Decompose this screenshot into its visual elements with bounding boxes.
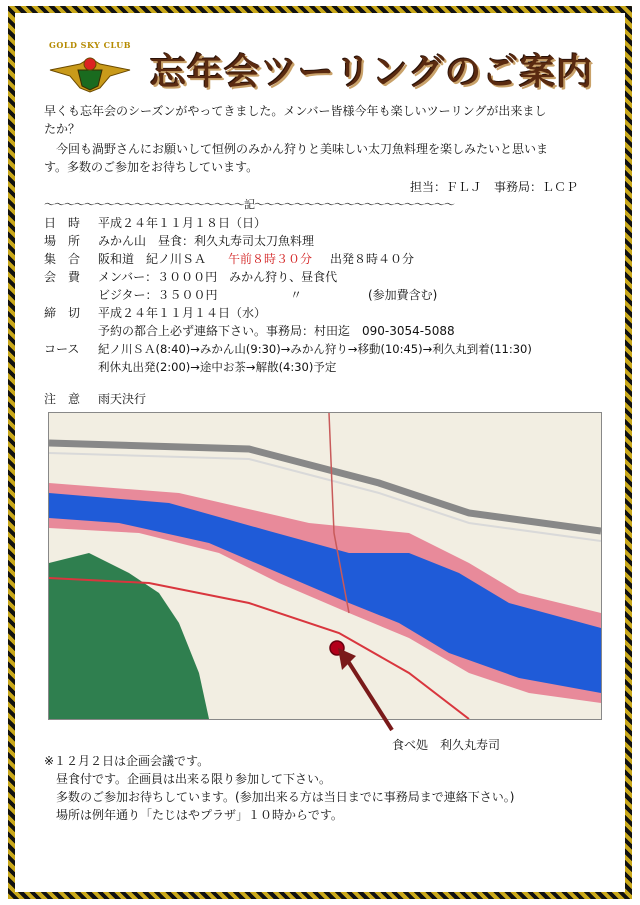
detail-value-date: 平成２４年１１月１８日（日） [98, 216, 267, 230]
club-logo [40, 40, 140, 100]
detail-meet-time: 午前８時３０分 [228, 252, 313, 266]
detail-ditto-mark: 〃 [290, 288, 303, 302]
logo-text: GOLD SKY CLUB [49, 40, 131, 50]
detail-value-place: みかん山 昼食：利久丸寿司太刀魚料理 [98, 234, 315, 248]
detail-fee-note: (参加費含む) [368, 288, 438, 302]
detail-value-course-2: 利休丸出発(2:00)→途中お茶→解散(4:30)予定 [98, 360, 337, 374]
footer-line-2: 昼食付です。企画員は出来る限り参加して下さい。 [56, 772, 332, 786]
detail-value-course-1: 紀ノ川ＳＡ(8:40)→みかん山(9:30)→みかん狩り→移動(10:45)→利久丸到着(11:30) [98, 342, 532, 356]
notice-value: 雨天決行 [98, 392, 147, 406]
detail-label-date: 日 時 [44, 216, 81, 230]
page-title: 忘年会ツーリングのご案内 [150, 51, 594, 93]
area-map [48, 412, 602, 720]
detail-value-reservation: 予約の都合上必ず連絡下さい。事務局：村田迄 090-3054-5088 [98, 324, 455, 338]
intro-line-1: 早くも忘年会のシーズンがやってきました。メンバー皆様今年も楽しいツーリングが出来まし [44, 104, 547, 118]
detail-value-fee-member: メンバー：３０００円 みかん狩り、昼食代 [98, 270, 338, 284]
detail-label-meet: 集 合 [44, 252, 81, 266]
footer-line-3: 多数のご参加お待ちしています。(参加出来る方は当日までに事務局まで連絡下さい。) [56, 790, 515, 804]
footer-line-4: 場所は例年通り「たじはやプラザ」１０時からです。 [56, 808, 343, 822]
detail-label-deadline: 締 切 [44, 306, 81, 320]
contacts: 担当：ＦＬＪ 事務局：ＬＣＰ [410, 180, 579, 194]
intro-line-4: す。多数のご参加をお待ちしています。 [44, 160, 259, 174]
map-marker-label: 食べ処 利久丸寿司 [392, 738, 501, 752]
detail-value-meet: 阪和道 紀ノ川ＳＡ [98, 252, 207, 266]
intro-line-3: 今回も渦野さんにお願いして恒例のみかん狩りと美味しい太刀魚料理を楽しみたいと思いま [56, 142, 549, 156]
intro-line-2: たか？ [44, 122, 81, 136]
detail-value-deadline: 平成２４年１１月１４日（水） [98, 306, 267, 320]
detail-label-fee: 会 費 [44, 270, 81, 284]
detail-meet-depart: 出発８時４０分 [330, 252, 415, 266]
pointer-arrow [330, 640, 410, 740]
notice-label: 注 意 [44, 392, 81, 406]
separator: 〜〜〜〜〜〜〜〜〜〜〜〜〜〜〜〜〜〜〜〜記〜〜〜〜〜〜〜〜〜〜〜〜〜〜〜〜〜〜〜〜 [44, 198, 454, 211]
footer-line-1: ※１２月２日は企画会議です。 [44, 754, 210, 768]
detail-label-place: 場 所 [44, 234, 81, 248]
detail-value-fee-visitor: ビジター：３５００円 [98, 288, 218, 302]
detail-label-course: コース [44, 342, 80, 356]
